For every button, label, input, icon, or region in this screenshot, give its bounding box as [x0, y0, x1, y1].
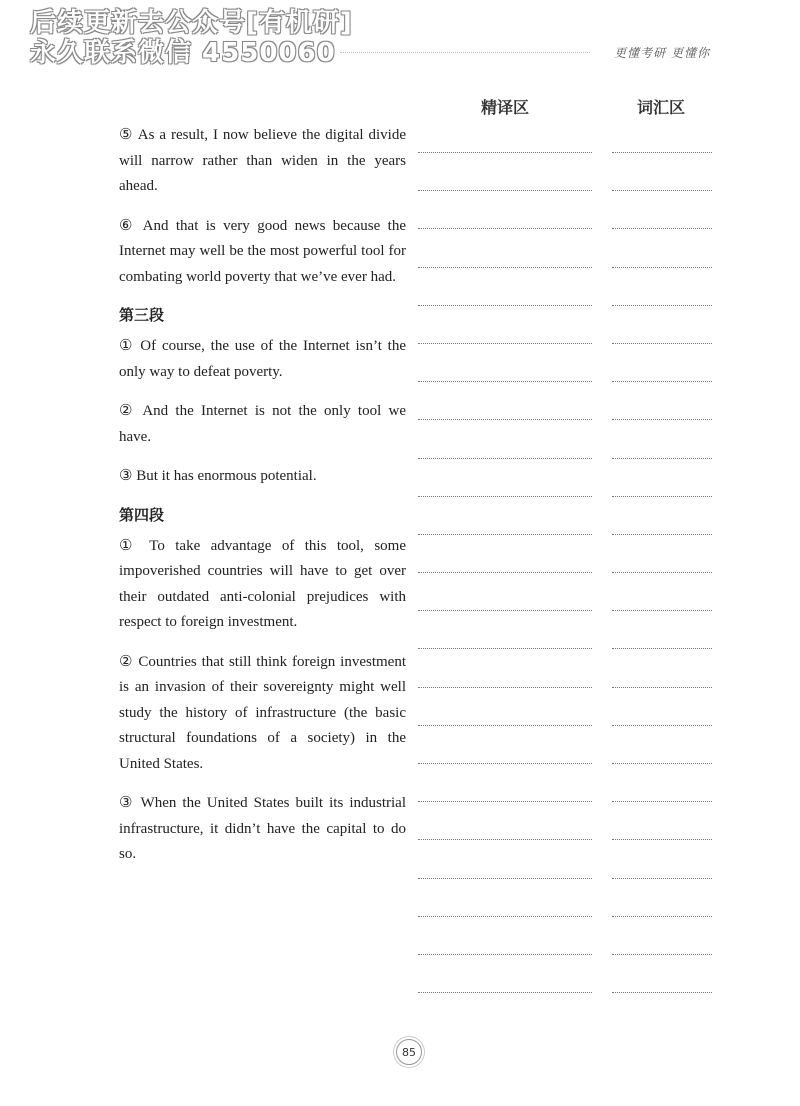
writing-line: [612, 267, 712, 268]
watermark: [30, 8, 353, 68]
paragraph-3-sentence-1: ① Of course, the use of the Internet isn’t the only way to defeat poverty.: [119, 338, 406, 380]
page-number: 85: [396, 1039, 422, 1065]
paragraph-3-sentence-3: ③ But it has enormous potential.: [119, 468, 317, 484]
writing-line: [612, 801, 712, 802]
writing-line: [612, 687, 712, 688]
section-heading-3: 第三段: [119, 306, 165, 324]
writing-line: [612, 992, 712, 993]
writing-line: [612, 381, 712, 382]
header-slogan: 更懂考研 更懂你: [614, 46, 710, 60]
writing-line: [418, 152, 592, 153]
section-heading-4: 第四段: [119, 505, 165, 524]
writing-line: [418, 267, 592, 268]
writing-line: [612, 878, 712, 879]
paragraph-4-sentence-1: ① To take advantage of this tool, some impoverished countries will have to get over their outdated anti-colonial prejudices with respect to foreign investment.: [119, 537, 406, 630]
writing-line: [418, 763, 592, 764]
writing-line: [612, 763, 712, 764]
writing-line: [418, 190, 592, 191]
watermark-line-2: 永久联系微信 4550060: [30, 38, 336, 68]
writing-line: [612, 305, 712, 306]
writing-line: [612, 610, 712, 611]
writing-line: [418, 687, 592, 688]
vocabulary-column-heading: 词汇区: [637, 98, 686, 117]
writing-line: [612, 228, 712, 229]
vocabulary-writing-lines: [612, 152, 712, 1030]
writing-line: [418, 458, 592, 459]
writing-line: [612, 839, 712, 840]
writing-line: [612, 419, 712, 420]
writing-line: [612, 648, 712, 649]
writing-line: [418, 725, 592, 726]
writing-line: [418, 992, 592, 993]
paragraph-4-sentence-2: ② Countries that still think foreign investment is an invasion of their sovereignty might well study the history of infrastructure (the basic structural foundations of a society) in the United States.: [119, 653, 406, 772]
writing-line: [418, 305, 592, 306]
paragraph-3-sentence-2: ② And the Internet is not the only tool we have.: [119, 403, 406, 445]
writing-line: [418, 801, 592, 802]
writing-line: [612, 152, 712, 153]
writing-line: [418, 572, 592, 573]
writing-line: [418, 496, 592, 497]
writing-line: [418, 648, 592, 649]
writing-line: [418, 419, 592, 420]
paragraph-2-sentence-6: ⑥ And that is very good news because the Internet may well be the most powerful tool for combating world poverty that we’ve ever had.: [119, 217, 406, 285]
writing-line: [418, 878, 592, 879]
writing-line: [418, 916, 592, 917]
writing-line: [612, 725, 712, 726]
passage-text: [119, 123, 406, 882]
translation-writing-lines: [418, 152, 592, 1030]
writing-line: [612, 190, 712, 191]
header-divider: [340, 52, 590, 53]
paragraph-4-sentence-3: ③ When the United States built its industrial infrastructure, it didn’t have the capital to do so.: [119, 795, 406, 862]
writing-line: [612, 916, 712, 917]
writing-line: [612, 496, 712, 497]
writing-line: [418, 839, 592, 840]
watermark-line-1: 后续更新去公众号[有机研]: [30, 8, 353, 38]
writing-line: [612, 534, 712, 535]
writing-line: [612, 458, 712, 459]
writing-line: [418, 343, 592, 344]
paragraph-2-sentence-5: ⑤ As a result, I now believe the digital divide will narrow rather than widen in the years ahead.: [119, 127, 406, 194]
writing-line: [418, 228, 592, 229]
translation-column-heading: 精译区: [481, 98, 530, 117]
writing-line: [612, 343, 712, 344]
writing-line: [418, 610, 592, 611]
writing-line: [418, 381, 592, 382]
writing-line: [418, 534, 592, 535]
writing-line: [418, 954, 592, 955]
writing-line: [612, 572, 712, 573]
writing-line: [612, 954, 712, 955]
